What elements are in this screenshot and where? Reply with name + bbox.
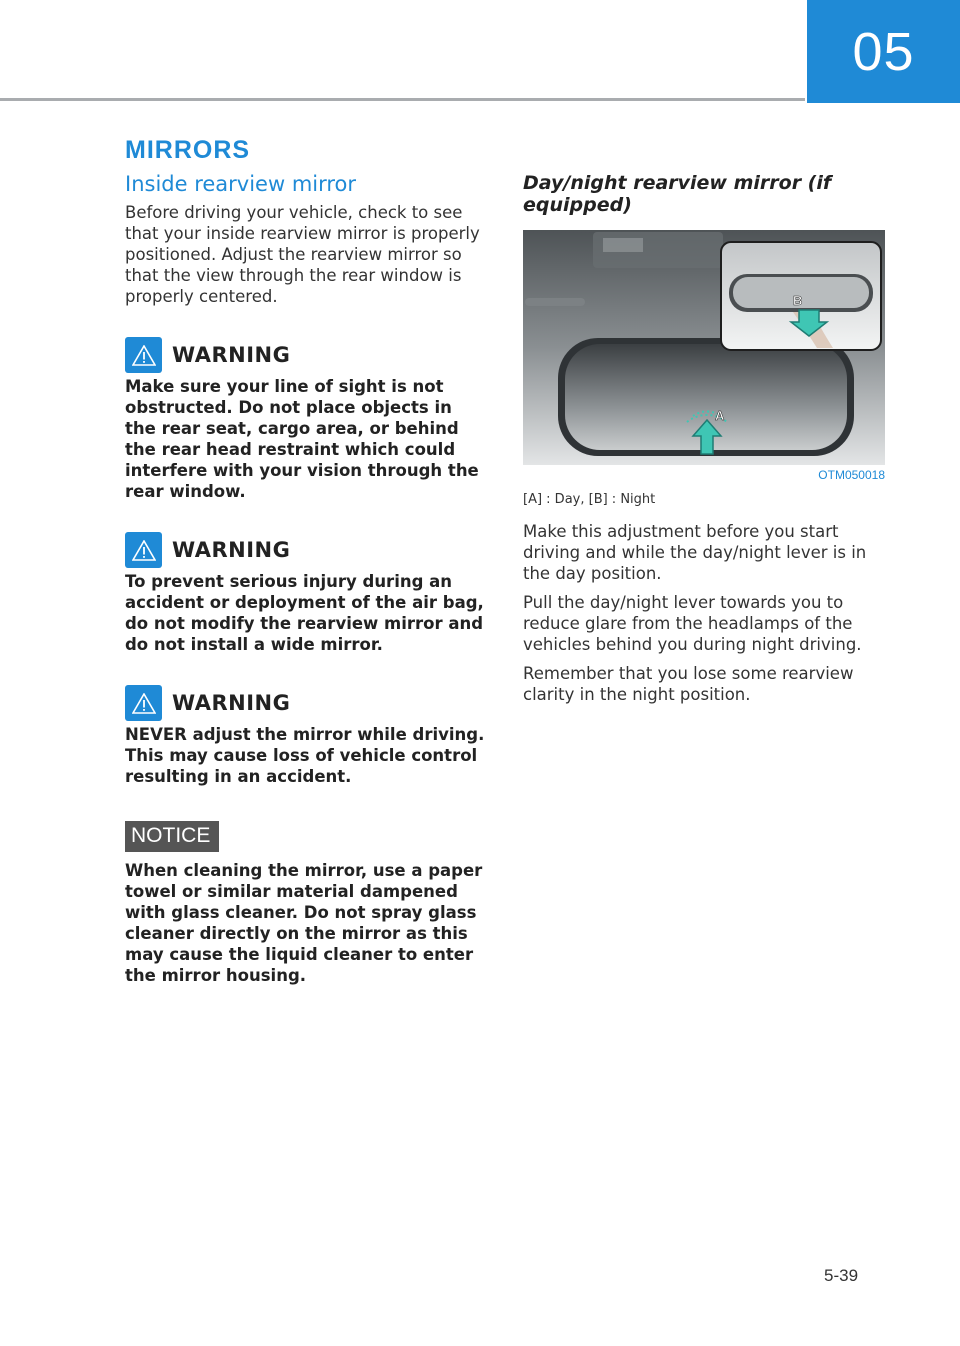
chapter-tab xyxy=(807,0,960,103)
mirror-illustration xyxy=(523,230,885,465)
warning-triangle-icon xyxy=(125,685,162,721)
figure-code: OTM050018 xyxy=(818,468,885,482)
figure-caption: [A] : Day, [B] : Night xyxy=(523,492,656,507)
notice-label: NOTICE xyxy=(125,821,219,852)
warning-text: Make sure your line of sight is not obstructed. Do not place objects in the rear seat, cargo area, or behind the rear head restraint which could interfere with your vision through the rear window. xyxy=(125,377,479,501)
warning-block-2 xyxy=(125,532,485,655)
label-a: A xyxy=(715,408,725,423)
notice-block xyxy=(125,821,485,986)
chapter-number: 05 xyxy=(852,21,915,82)
label-b: B xyxy=(793,293,803,308)
warning-label: WARNING xyxy=(172,538,291,562)
warning-block-1 xyxy=(125,337,485,502)
warning-text: NEVER adjust the mirror while driving. This may cause loss of vehicle control resulting in an accident. xyxy=(125,725,485,786)
paragraph-3: Remember that you lose some rearview clarity in the night position. xyxy=(523,664,854,704)
section-title: MIRRORS xyxy=(125,136,251,164)
page-number: 5-39 xyxy=(824,1266,859,1285)
paragraph-2: Pull the day/night lever towards you to reduce glare from the headlamps of the vehicles behind you during night driving. xyxy=(523,593,862,654)
left-column xyxy=(125,172,485,986)
warning-triangle-icon xyxy=(125,337,162,373)
notice-text: When cleaning the mirror, use a paper towel or similar material dampened with glass cleaner. Do not spray glass cleaner directly on the mirror as this may cause the liquid cleaner to enter the mirror housing. xyxy=(125,861,483,985)
warning-text: To prevent serious injury during an accident or deployment of the air bag, do not modify the rearview mirror and do not install a wide mirror. xyxy=(125,572,484,654)
heading-day-night-mirror: Day/night rearview mirror (if equipped) xyxy=(523,172,832,216)
paragraph-1: Make this adjustment before you start driving and while the day/night lever is in the day position. xyxy=(523,522,867,583)
right-column xyxy=(523,172,885,713)
warning-label: WARNING xyxy=(172,691,291,715)
subheading-inside-rearview-mirror: Inside rearview mirror xyxy=(125,172,357,196)
warning-label: WARNING xyxy=(172,343,291,367)
mirror-figure xyxy=(523,230,885,480)
intro-paragraph: Before driving your vehicle, check to see that your inside rearview mirror is properly positioned. Adjust the rearview mirror so that the view through the rear window is properly centered. xyxy=(125,203,480,306)
warning-triangle-icon xyxy=(125,532,162,568)
warning-block-3 xyxy=(125,685,485,787)
header-rule xyxy=(0,98,805,101)
